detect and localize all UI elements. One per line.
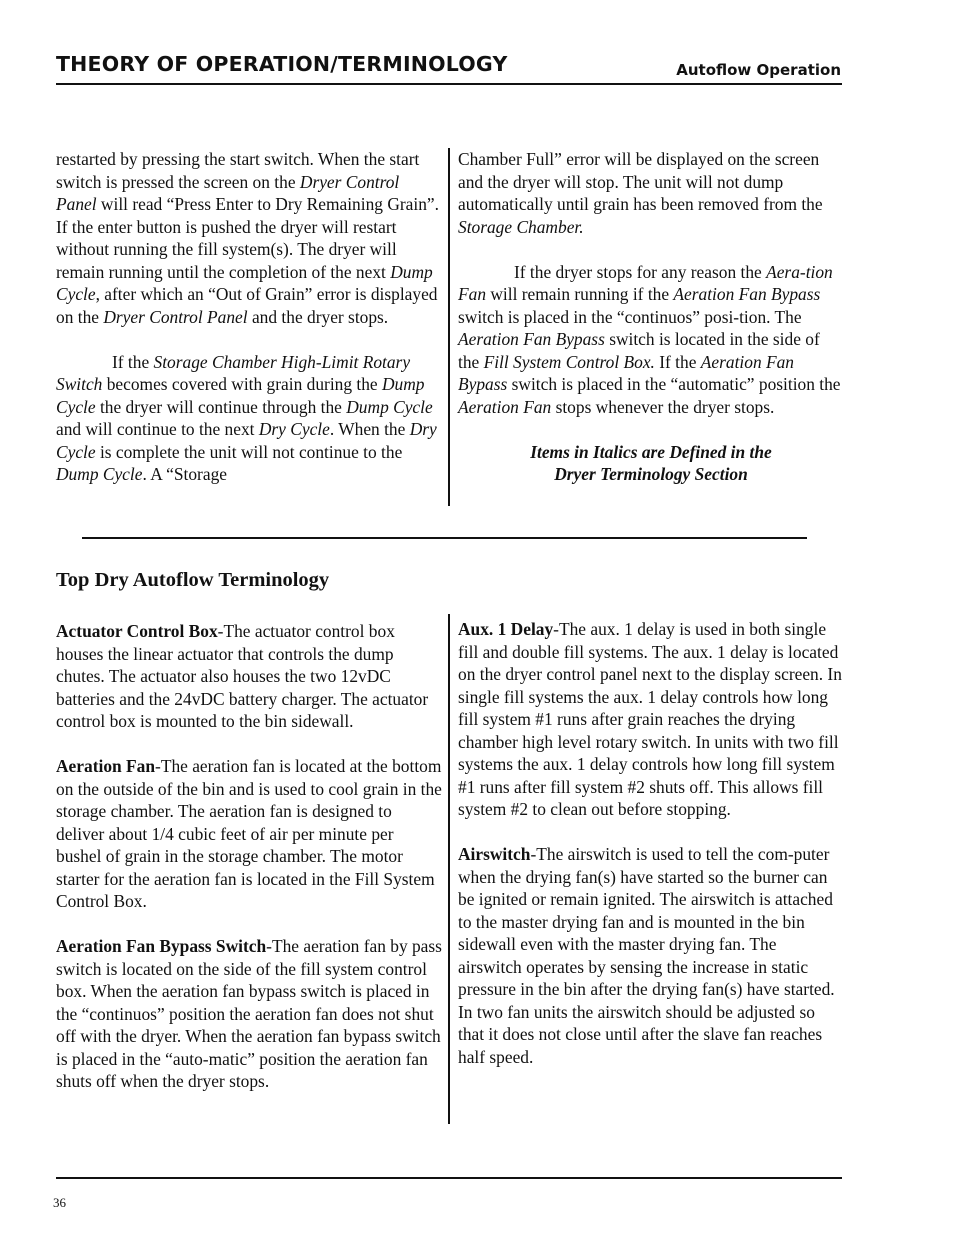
page-title: THEORY OF OPERATION/TERMINOLOGY bbox=[56, 52, 508, 76]
term-name: Aeration Fan bbox=[56, 756, 156, 776]
italic-term: Aeration Fan bbox=[458, 396, 552, 417]
term-name: Airswitch bbox=[458, 844, 531, 864]
term-entry bbox=[56, 620, 442, 733]
italic-term: Dump Cycle bbox=[346, 396, 433, 417]
paragraph bbox=[458, 148, 844, 238]
italic-term: Storage Chamber High-Limit Rotary Switch bbox=[56, 351, 411, 394]
term-entry bbox=[458, 843, 842, 1068]
italic-term: Dump Cycle bbox=[56, 261, 433, 304]
term-entry bbox=[56, 755, 442, 913]
text-run: , after which an “Out of Grain” error is displayed on the bbox=[56, 284, 438, 327]
term-entry bbox=[56, 935, 442, 1093]
text-run: and the dryer stops. bbox=[247, 306, 389, 327]
italic-term: Storage Chamber. bbox=[458, 216, 584, 237]
section-header: Autoflow Operation bbox=[676, 61, 841, 79]
italics-note: Items in Italics are Defined in the bbox=[530, 441, 772, 462]
text-run: restarted by pressing the start switch. When the start switch is pressed the screen on the bbox=[56, 149, 420, 192]
italic-term: Dump Cycle bbox=[56, 374, 425, 417]
italics-note: Dryer Terminology Section bbox=[554, 464, 748, 484]
term-definition: -The airswitch is used to tell the com-puter when the drying fan(s) have started so the burner can be ignited or remain ignited. The airswitch is attached to the master drying fan and is mounted in the bin sidewall even with the master drying fan. The airswitch operates by sensing the increase in static pressure in the bin after the drying fan(s) have started. In two fan units the airswitch should be adjusted so that it does not close until after the slave fan reaches half speed. bbox=[458, 844, 835, 1067]
text-run: switch is placed in the “automatic” position the bbox=[507, 374, 841, 394]
italic-term: Dry Cycle bbox=[56, 419, 437, 462]
column-divider bbox=[448, 614, 450, 1124]
column-divider bbox=[448, 148, 450, 506]
term-definition: -The aeration fan is located at the bottom on the outside of the bin and is used to cool grain in the storage chamber. The aeration fan is designed to deliver about 1/4 cubic feet of air per minute per bushel of grain in the storage chamber. The motor starter for the aeration fan is located in the Fill System Control Box. bbox=[56, 756, 442, 911]
text-run: Chamber Full” error will be displayed on the screen and the dryer will stop. The unit will not dump automatically until grain has been removed from the bbox=[458, 149, 823, 214]
footer-rule bbox=[56, 1177, 842, 1179]
italic-term: Aeration Fan Bypass bbox=[673, 284, 821, 304]
term-entry bbox=[458, 618, 842, 821]
section-rule bbox=[82, 537, 807, 539]
text-run: the dryer will continue through the bbox=[95, 396, 347, 417]
top-right-column bbox=[458, 148, 844, 486]
text-run: is complete the unit will not continue to the bbox=[95, 441, 403, 462]
term-name: Aux. 1 Delay bbox=[458, 619, 554, 639]
term-definition: -The aeration fan by pass switch is located on the side of the fill system control box. When the aeration fan bypass switch is placed in the “continuos” position the aeration fan does not shut off with the dryer. When the aeration fan bypass switch is placed in the “auto-matic” position the aeration fan shuts off when the dryer stops. bbox=[56, 936, 442, 1091]
italic-term: Dry Cycle bbox=[258, 419, 330, 439]
text-run: . A “Storage bbox=[142, 464, 227, 484]
term-definition: -The actuator control box houses the linear actuator that controls the dump chutes. The actuator also houses the two 12vDC batteries and the 24vDC battery charger. The actuator control box is mounted to the bin sidewall. bbox=[56, 621, 429, 731]
paragraph bbox=[458, 261, 844, 419]
text-run: switch is placed in the “continuos” posi-tion. The bbox=[458, 306, 802, 327]
term-name: Actuator Control Box bbox=[56, 621, 218, 641]
terms-left-column bbox=[56, 620, 442, 1093]
term-definition: -The aux. 1 delay is used in both single fill and double fill systems. The aux. 1 delay is located on the dryer control panel next to the display screen. In single fill systems the aux. 1 delay controls how long fill system #1 runs after grain reaches the drying chamber high level rotary switch. In units with two fill systems the aux. 1 delay controls how long fill system #1 runs after fill system #2 shuts off. This allows fill system #2 to clean out before stopping. bbox=[458, 619, 842, 819]
top-left-column bbox=[56, 148, 441, 486]
italic-term: Fill System Control Box. bbox=[483, 351, 655, 372]
text-run: will read “Press Enter to Dry Remaining Grain”. If the enter button is pushed the dryer will restart without running the fill system(s). The dryer will remain running until the completion of the next bbox=[56, 194, 439, 282]
paragraph bbox=[56, 351, 441, 486]
text-run: and will continue to the next bbox=[56, 419, 259, 439]
paragraph bbox=[56, 148, 441, 328]
text-run: If the dryer stops for any reason the bbox=[514, 261, 767, 282]
text-run: will remain running if the bbox=[486, 284, 674, 304]
italic-term: Aeration Fan Bypass bbox=[458, 351, 795, 394]
italic-term: Dryer Control Panel bbox=[103, 306, 248, 327]
text-run: becomes covered with grain during the bbox=[102, 374, 382, 394]
italic-term: Dump Cycle bbox=[56, 464, 143, 484]
term-name: Aeration Fan Bypass Switch bbox=[56, 936, 267, 956]
italic-term: Dryer Control Panel bbox=[56, 171, 400, 214]
italic-term: Aera-tion Fan bbox=[458, 261, 833, 304]
text-run: If the bbox=[112, 351, 154, 372]
section-title: Top Dry Autoflow Terminology bbox=[56, 569, 330, 591]
text-run: . When the bbox=[329, 419, 410, 439]
text-run: stops whenever the dryer stops. bbox=[551, 396, 775, 417]
italic-term: Aeration Fan Bypass bbox=[458, 329, 605, 349]
terms-right-column bbox=[458, 618, 842, 1068]
text-run: If the bbox=[654, 351, 701, 372]
header-rule bbox=[56, 83, 842, 85]
text-run: switch is located in the side of the bbox=[458, 329, 820, 372]
page-number: 36 bbox=[53, 1195, 66, 1210]
